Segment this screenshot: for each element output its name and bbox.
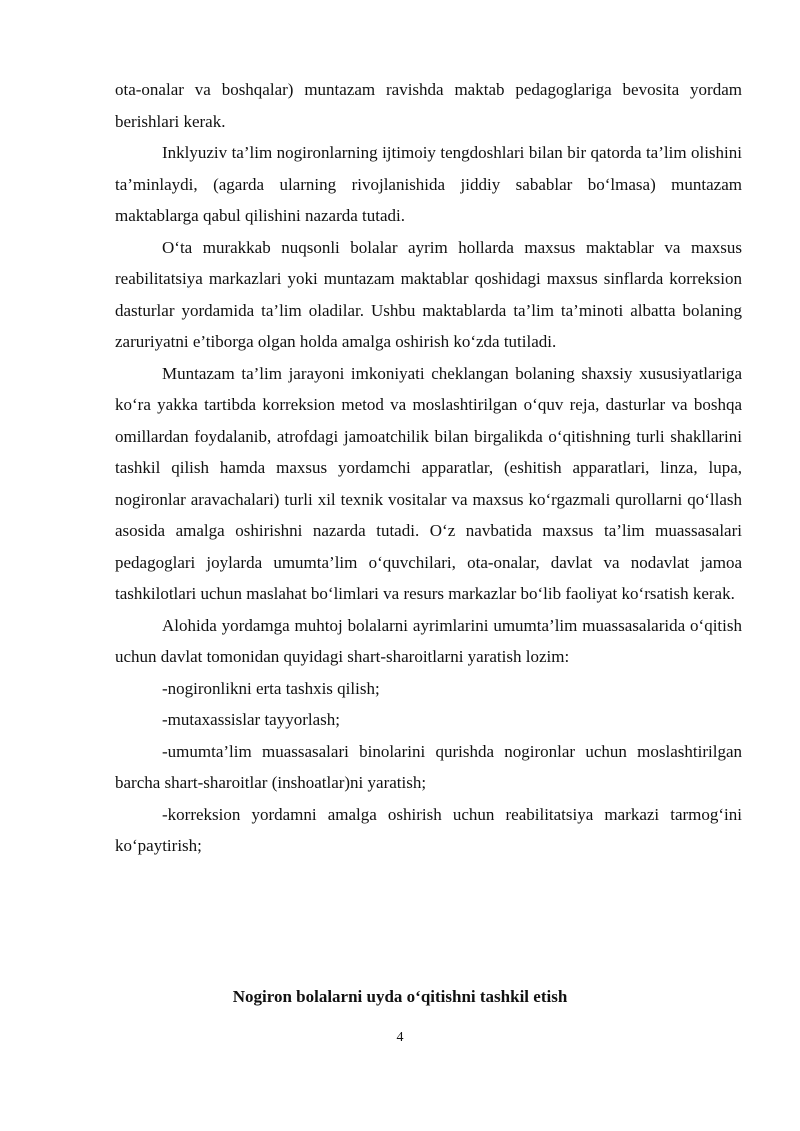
paragraph-conditions-intro: Alohida yordamga muhtoj bolalarni ayrimlarini umumta’lim muassasalarida o‘qitish uchun davlat tomonidan quyidagi shart-sharoitlarni yaratish lozim: xyxy=(115,615,742,666)
list-item: -nogironlikni erta tashxis qilish; xyxy=(162,678,380,698)
page-number: 4 xyxy=(396,1030,404,1045)
list-item: -korreksion yordamni amalga oshirish uchun reabilitatsiya markazi tarmog‘ini ko‘paytirish; xyxy=(115,804,742,855)
paragraph-special-schools: O‘ta murakkab nuqsonli bolalar ayrim hollarda maxsus maktablar va maxsus reabilitatsiya markazlari yoki muntazam maktablar qoshidagi maxsus sinflarda korreksion dasturlar yordamida ta’lim oladilar. Ushbu maktablarda ta’lim ta’minoti albatta bolaning zaruriyatni e’tiborga olgan holda amalga oshirish ko‘zda tutiladi. xyxy=(115,237,742,351)
list-item: -mutaxassislar tayyorlash; xyxy=(162,710,340,729)
paragraph-continuation: ota-onalar va boshqalar) muntazam ravishda maktab pedagoglariga bevosita yordam berishlari kerak. xyxy=(115,80,742,131)
paragraph-inclusive-education: Inklyuziv ta’lim nogironlarning ijtimoiy tengdoshlari bilan bir qatorda ta’lim olishini ta’minlaydi, (agarda ularning rivojlanishida jiddiy sabablar bo‘lmasa) muntazam maktablarga qabul qilishini nazarda tutadi. xyxy=(115,143,742,225)
paragraph-regular-education: Muntazam ta’lim jarayoni imkoniyati cheklangan bolaning shaxsiy xususiyatlariga ko‘ra yakka tartibda korreksion metod va moslashtirilgan o‘quv reja, dasturlar va boshqa omillardan foydalanib, atrofdagi jamoatchilik bilan birgalikda o‘qitishning turli shakllarini tashkil qilish hamda maxsus yordamchi apparatlar, (eshitish apparatlari, linza, lupa, nogironlar aravachalari) turli xil texnik vositalar va maxsus ko‘rgazmali qurollarni qo‘llash asosida amalga oshirishni nazarda tutadi. O‘z navbatida maxsus ta’lim muassasalari pedagoglari joylarda umumta’lim o‘quvchilari, ota-onalar, davlat va nodavlat jamoa tashkilotlari uchun maslahat bo‘limlari va resurs markazlar bo‘lib faoliyat ko‘rsatish kerak. xyxy=(115,363,742,603)
section-title: Nogiron bolalarni uyda o‘qitishni tashkil etish xyxy=(232,987,568,1006)
document-body xyxy=(115,74,742,862)
list-item: -umumta’lim muassasalari binolarini qurishda nogironlar uchun moslashtirilgan barcha shart-sharoitlar (inshoatlar)ni yaratish; xyxy=(115,741,742,792)
